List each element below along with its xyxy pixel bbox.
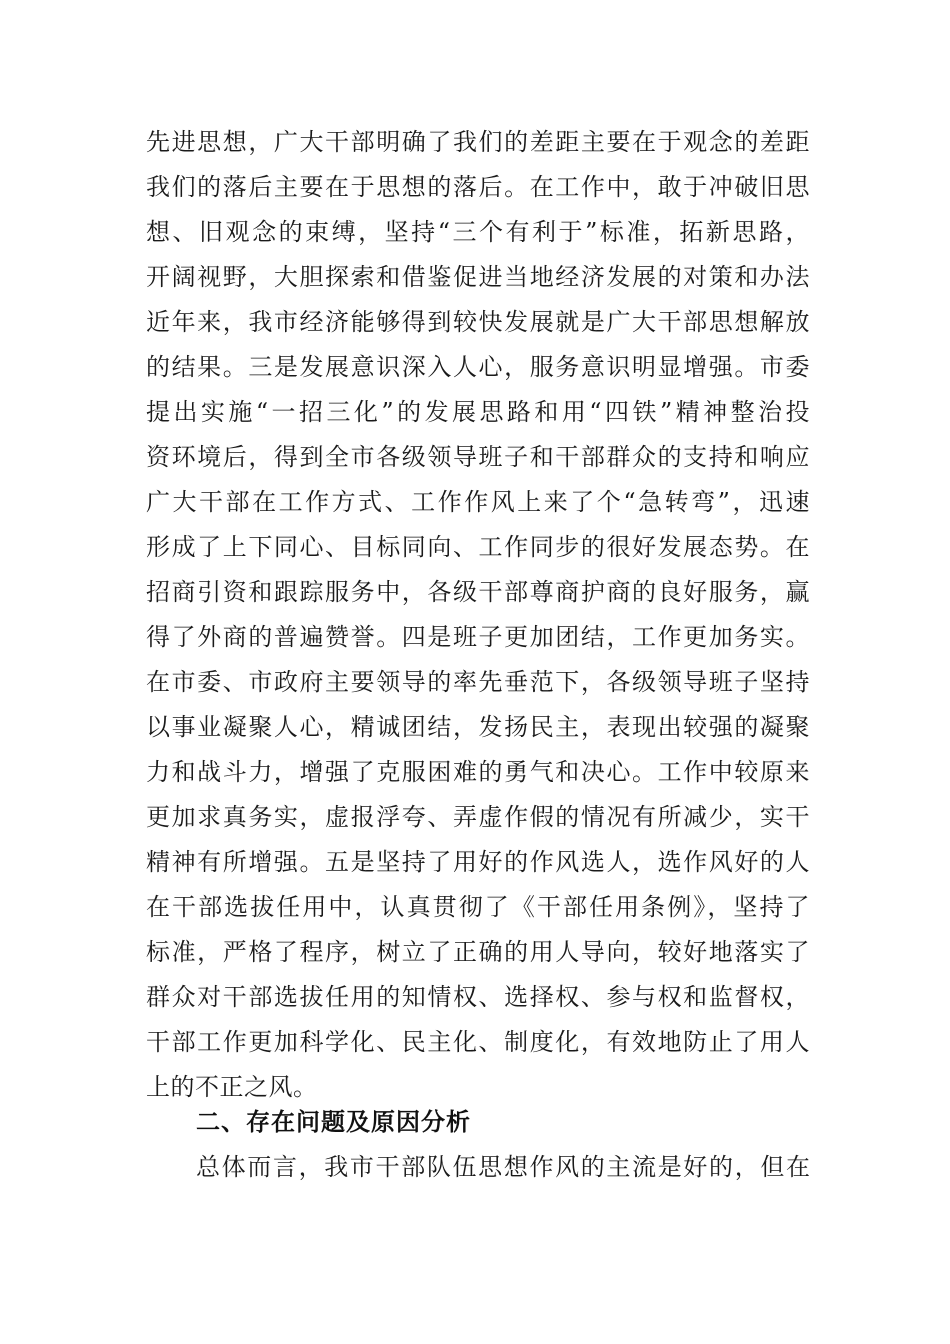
paragraph-line: 提出实施“一招三化”的发展思路和用“四铁”精神整治投: [146, 398, 810, 426]
paragraph-line: 开阔视野，大胆探索和借鉴促进当地经济发展的对策和办法: [146, 263, 810, 291]
section-heading: 二、存在问题及原因分析: [196, 1108, 471, 1136]
closing-paragraph-line: 总体而言，我市干部队伍思想作风的主流是好的，但在: [196, 1153, 810, 1181]
paragraph-line: 近年来，我市经济能够得到较快发展就是广大干部思想解放: [146, 308, 810, 336]
paragraph-line: 干部工作更加科学化、民主化、制度化，有效地防止了用人: [146, 1028, 810, 1056]
paragraph-line: 先进思想，广大干部明确了我们的差距主要在于观念的差距: [146, 128, 810, 156]
paragraph-line: 在干部选拔任用中，认真贯彻了《干部任用条例》，坚持了: [146, 893, 810, 921]
paragraph-line: 标准，严格了程序，树立了正确的用人导向，较好地落实了: [146, 938, 810, 966]
paragraph-line: 我们的落后主要在于思想的落后。在工作中，敢于冲破旧思: [146, 173, 810, 201]
paragraph-line: 精神有所增强。五是坚持了用好的作风选人，选作风好的人: [146, 848, 810, 876]
paragraph-line: 以事业凝聚人心，精诚团结，发扬民主，表现出较强的凝聚: [146, 713, 810, 741]
paragraph-line: 在市委、市政府主要领导的率先垂范下，各级领导班子坚持: [146, 668, 810, 696]
paragraph-line: 力和战斗力，增强了克服困难的勇气和决心。工作中较原来: [146, 758, 810, 786]
paragraph-line: 招商引资和跟踪服务中，各级干部尊商护商的良好服务，赢: [146, 578, 810, 606]
body-paragraph: [146, 120, 810, 1110]
paragraph-line: 资环境后，得到全市各级领导班子和干部群众的支持和响应: [146, 443, 810, 471]
paragraph-line: 上的不正之风。: [146, 1073, 318, 1101]
paragraph-line: 更加求真务实，虚报浮夸、弄虚作假的情况有所减少，实干: [146, 803, 810, 831]
paragraph-line: 广大干部在工作方式、工作作风上来了个“急转弯”，迅速: [146, 488, 810, 516]
paragraph-line: 的结果。三是发展意识深入人心，服务意识明显增强。市委: [146, 353, 810, 381]
paragraph-line: 得了外商的普遍赞誉。四是班子更加团结，工作更加务实。: [146, 623, 810, 651]
paragraph-line: 形成了上下同心、目标同向、工作同步的很好发展态势。在: [146, 533, 810, 561]
paragraph-line: 想、旧观念的束缚，坚持“三个有利于”标准，拓新思路，: [146, 218, 810, 246]
paragraph-line: 群众对干部选拔任用的知情权、选择权、参与权和监督权，: [146, 983, 810, 1011]
